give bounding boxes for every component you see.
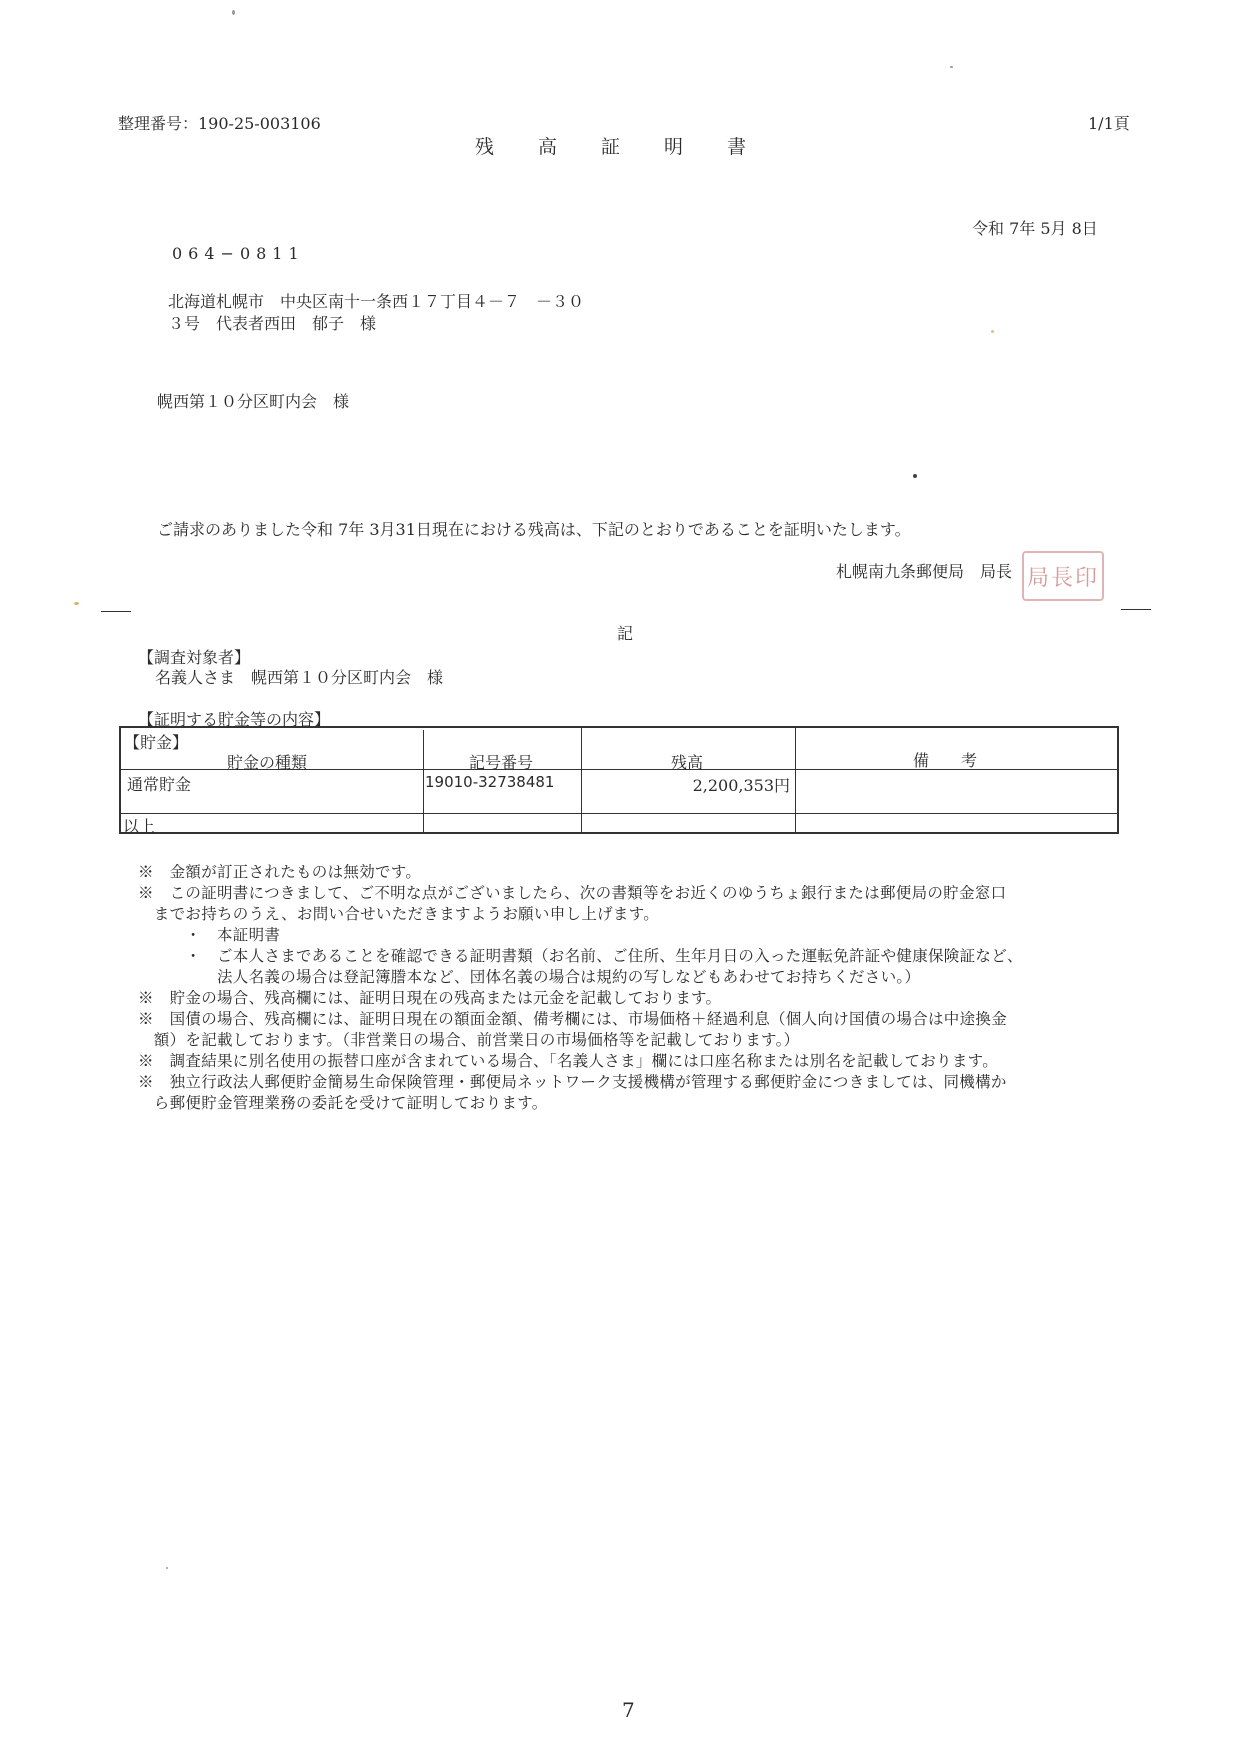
row-balance: 2,200,353円 [692, 776, 790, 795]
col-header-type: 貯金の種類 [227, 753, 308, 772]
page-indicator: 1/1頁 [1088, 114, 1130, 133]
issue-date: 令和 7年 5月 8日 [972, 219, 1098, 238]
scan-speck [74, 602, 79, 605]
note-line: ※ 国債の場合、残高欄には、証明日現在の額面金額、備考欄には、市場価格＋経過利息（個人向け国債の場合は中途換金 [138, 1010, 1008, 1028]
col-header-balance: 残高 [671, 753, 704, 772]
note-line: ※ 独立行政法人郵便貯金簡易生命保険管理・郵便局ネットワーク支援機構が管理する郵便貯金につきましては、同機構か [138, 1073, 1007, 1091]
col-divider-2 [581, 728, 582, 832]
addressee: 幌西第１０分区町内会 様 [157, 392, 350, 411]
note-line: ※ この証明書につきまして、ご不明な点がございましたら、次の書類等をお近くのゆうちょ銀行または郵便局の貯金窓口 [138, 884, 1007, 902]
seal-text: 局長印 [1026, 565, 1099, 591]
note-line: ・ 本証明書 [138, 926, 281, 944]
contents-heading: 【証明する貯金等の内容】 [138, 710, 331, 729]
subject-name: 名義人さま 幌西第１０分区町内会 様 [155, 668, 444, 687]
footer-label: 以上 [123, 817, 156, 836]
scan-speck [166, 1567, 168, 1569]
page-number: 7 [622, 1698, 635, 1722]
postal-code: 064−0811 [172, 244, 305, 263]
section-label: 【貯金】 [124, 733, 189, 752]
scan-speck [232, 10, 235, 15]
note-line: ※ 金額が訂正されたものは無効です。 [138, 863, 422, 881]
col-header-remarks: 備 考 [913, 751, 978, 770]
scan-speck [913, 474, 917, 478]
col-divider-1 [423, 730, 424, 832]
divider-left [101, 611, 131, 612]
certification-statement: ご請求のありました令和 7年 3月31日現在における残高は、下記のとおりであることを証明いたします。 [157, 520, 911, 539]
note-line: ・ ご本人さまであることを確認できる証明書類（お名前、ご住所、生年月日の入った運転免許証や健康保険証など、 [138, 947, 1023, 965]
row-type: 通常貯金 [127, 775, 192, 794]
col-header-account: 記号番号 [469, 753, 534, 772]
row-account-number: 19010-32738481 [425, 773, 555, 791]
savings-table [119, 726, 1119, 834]
divider-right [1121, 609, 1151, 610]
note-line: 法人名義の場合は登記簿謄本など、団体名義の場合は規約の写しなどもあわせてお持ちください。） [138, 968, 921, 986]
subject-heading: 【調査対象者】 [138, 648, 251, 667]
col-divider-3 [795, 728, 796, 832]
scan-speck [991, 330, 994, 333]
official-seal [1022, 551, 1104, 601]
reference-number: 整理番号：190-25-003106 [118, 114, 321, 133]
scan-speck [950, 66, 953, 68]
address-line-1: 北海道札幌市 中央区南十一条西１７丁目４－７ －３０ [168, 292, 585, 311]
address-line-2: ３号 代表者西田 郁子 様 [168, 314, 377, 333]
note-line: ※ 貯金の場合、残高欄には、証明日現在の残高または元金を記載しております。 [138, 989, 722, 1007]
ki-label: 記 [617, 624, 634, 643]
document-title: 残高証明書 [475, 136, 791, 158]
note-line: ら郵便貯金管理業務の委託を受けて証明しております。 [138, 1094, 548, 1112]
note-line: ※ 調査結果に別名使用の振替口座が含まれている場合、「名義人さま」欄には口座名称または別名を記載しております。 [138, 1052, 999, 1070]
note-line: までお持ちのうえ、お問い合せいただきますようお願い申し上げます。 [138, 905, 660, 923]
note-line: 額）を記載しております。（非営業日の場合、前営業日の市場価格等を記載しております。） [138, 1031, 800, 1049]
issuer: 札幌南九条郵便局 局長 [836, 562, 1013, 581]
footer-row-divider [121, 813, 1117, 814]
